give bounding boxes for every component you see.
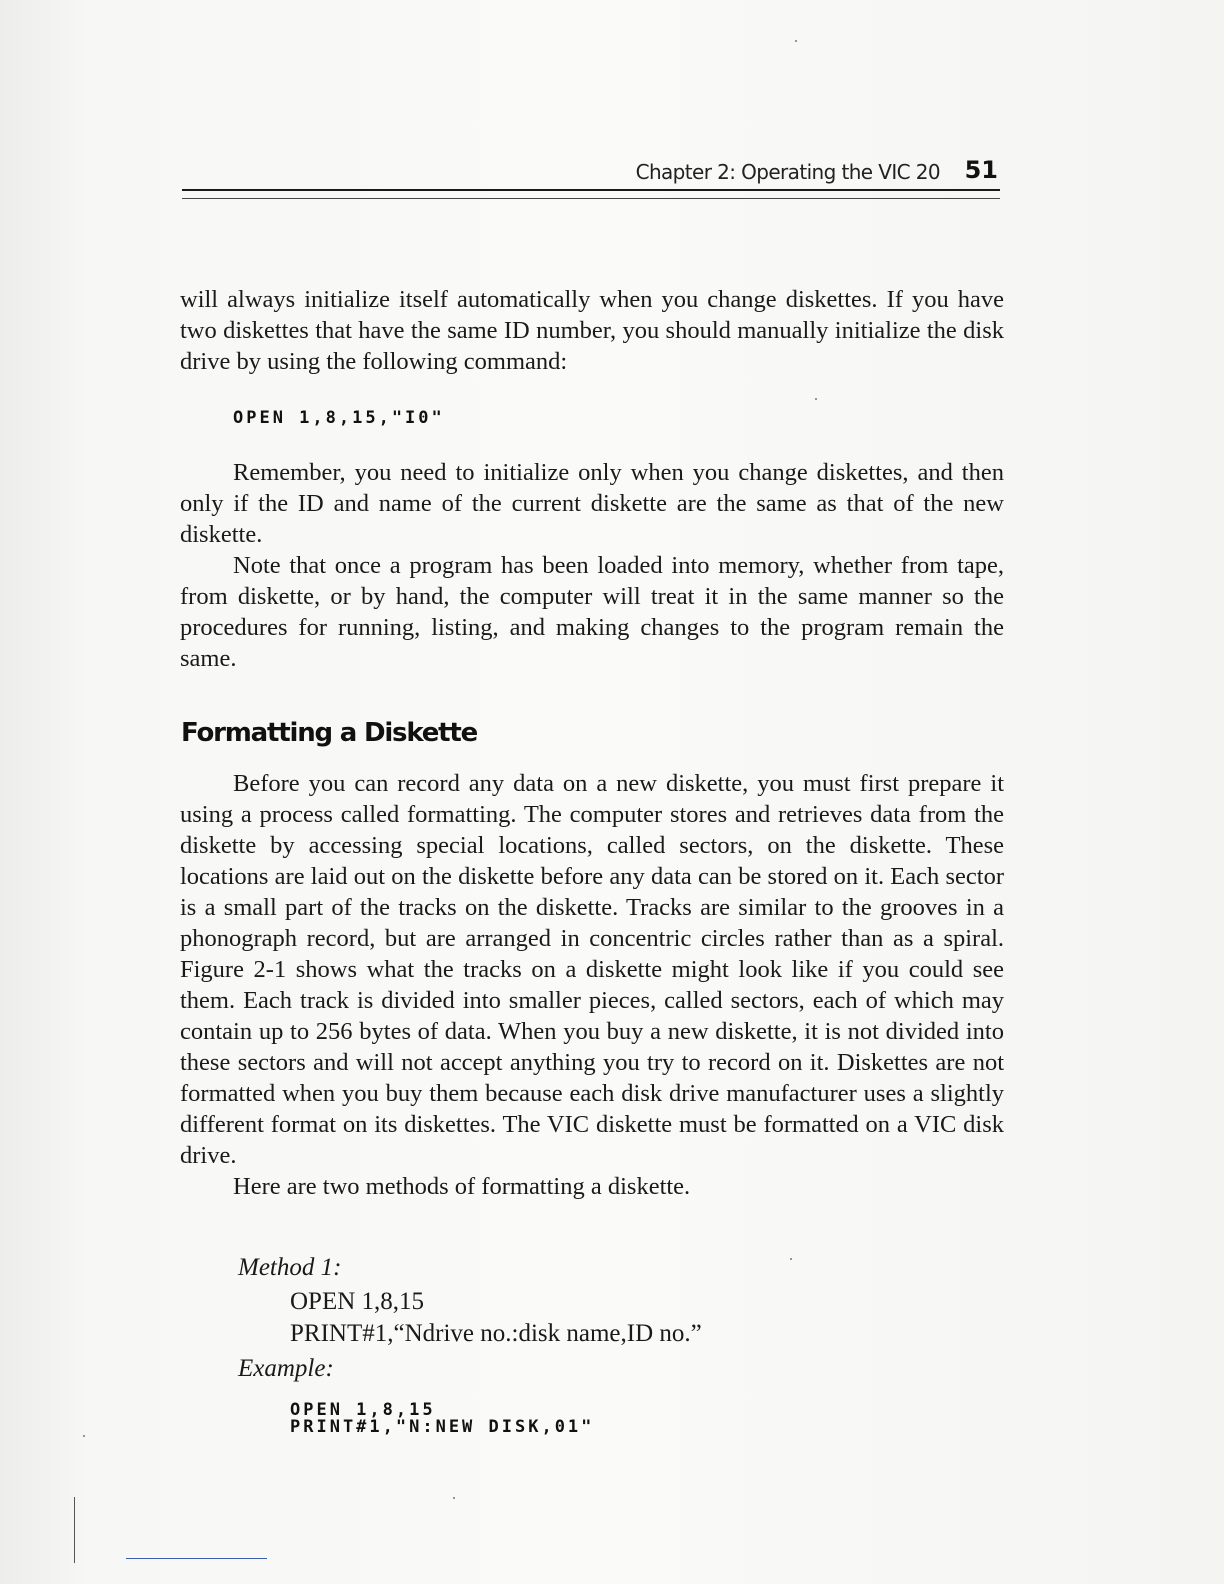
paragraph-group-2 [180, 768, 1004, 1202]
header-rule-bottom [182, 198, 1000, 199]
scan-speck [790, 1258, 792, 1260]
method-code-line: PRINT#1,“Ndrive no.:disk name,ID no.” [290, 1320, 702, 1347]
paragraph: Before you can record any data on a new diskette, you must first prepare it using a process called formatting. The computer stores and retrieves data from the diskette by accessing special locations, called sectors, on the diskette. These locations are laid out on the diskette before any data can be stored on it. Each sector is a small part of the tracks on the diskette. Tracks are similar to the grooves in a phonograph record, but are arranged in concentric circles rather than as a spiral. Figure 2-1 shows what the tracks on a diskette might look like if you could see them. Each track is divided into smaller pieces, called sectors, each of which may contain up to 256 bytes of data. When you buy a new diskette, it is not divided into these sectors and will not accept anything you try to record on it. Diskettes are not formatted when you buy them because each disk drive manufacturer uses a slightly different format on its diskettes. The VIC diskette must be formatted on a VIC disk drive. [180, 770, 1004, 1169]
header-rule-top [182, 189, 1000, 191]
page-number: 51 [964, 156, 998, 184]
paragraph: Note that once a program has been loaded into memory, whether from tape, from diskette, or by hand, the computer will treat it in the same manner so the procedures for running, listing, and making changes to the program remain the same. [180, 552, 1004, 672]
method-code-line: OPEN 1,8,15 [290, 1288, 425, 1315]
section-heading: Formatting a Diskette [181, 718, 478, 748]
chapter-title: Chapter 2: Operating the VIC 20 [635, 160, 940, 184]
scan-artifact-line [74, 1497, 75, 1563]
paragraph: Remember, you need to initialize only when you change diskettes, and then only if the ID and name of the current diskette are the same as that of the new diskette. [180, 459, 1004, 548]
example-code-line: OPEN 1,8,15 [290, 1400, 436, 1420]
code-initialize: OPEN 1,8,15,"I0" [233, 408, 445, 428]
paragraph: will always initialize itself automatically when you change diskettes. If you have two diskettes that have the same ID number, you should manually initialize the disk drive by using the following command: [180, 286, 1004, 375]
scan-speck [83, 1435, 85, 1437]
scan-speck [453, 1497, 455, 1499]
scan-speck [815, 398, 817, 400]
running-header [182, 154, 1000, 190]
method-label: Method 1: [238, 1254, 342, 1281]
intro-paragraph [180, 284, 1004, 377]
scan-speck [795, 40, 797, 42]
scan-artifact-underline [126, 1558, 267, 1559]
example-label: Example: [238, 1355, 334, 1382]
paragraph: Here are two methods of formatting a diskette. [233, 1173, 691, 1200]
paragraph-group-1 [180, 457, 1004, 674]
example-code-line: PRINT#1,"N:NEW DISK,01" [290, 1417, 595, 1437]
